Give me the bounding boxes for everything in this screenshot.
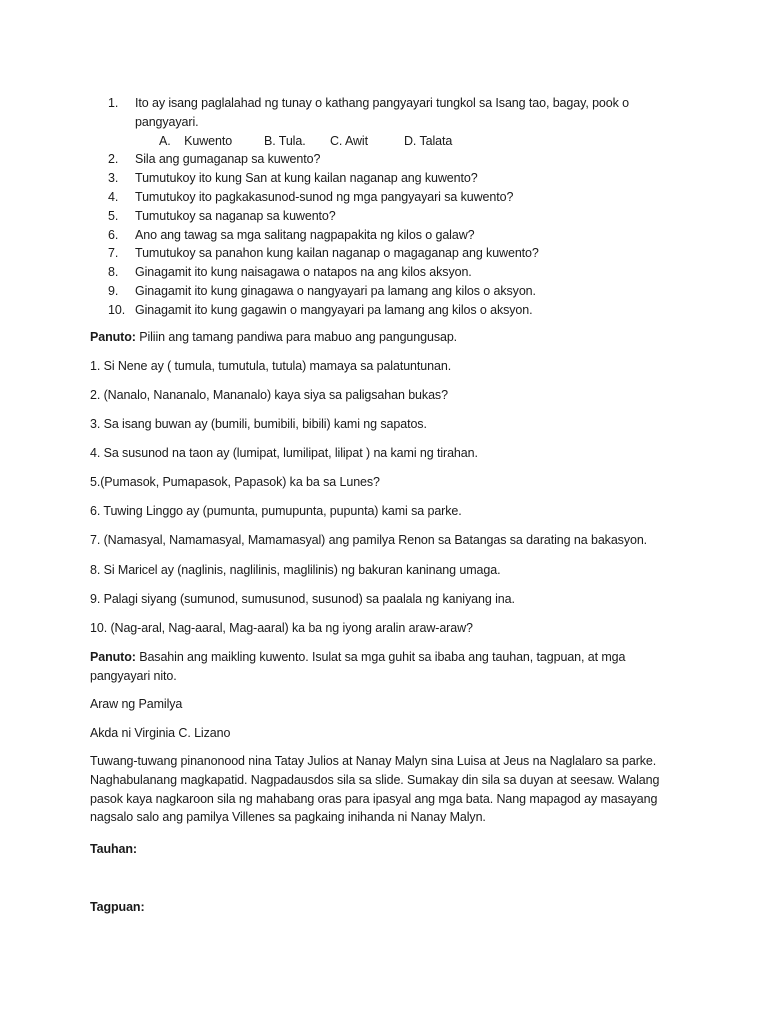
section2-instruction xyxy=(90,328,670,347)
instruction-text: Piliin ang tamang pandiwa para mabuo ang pangungusap. xyxy=(135,330,458,344)
tagpuan-label: Tagpuan: xyxy=(90,900,145,914)
question-number: 5. xyxy=(108,208,119,223)
question-number: 1. xyxy=(108,96,119,110)
question-number: 7. xyxy=(108,246,119,261)
verb-item: 5.(Pumasok, Pumapasok, Papasok) ka ba sa Lunes? xyxy=(90,475,380,489)
question-item xyxy=(108,282,668,301)
question-number: 6. xyxy=(108,227,119,242)
choice-d: D. Talata xyxy=(404,133,453,148)
choice-a: A. Kuwento xyxy=(159,133,233,148)
question-text: Tumutukoy ito kung San at kung kailan naganap ang kuwento? xyxy=(135,171,478,186)
question-item xyxy=(108,226,668,245)
question-item xyxy=(108,150,668,169)
choice-c: C. Awit xyxy=(330,133,368,148)
question-item xyxy=(108,244,668,263)
instruction-label: Panuto: xyxy=(90,650,136,664)
question-number: 9. xyxy=(108,283,119,298)
instruction-label: Panuto: xyxy=(90,330,136,344)
tauhan-label: Tauhan: xyxy=(90,842,137,856)
choice-b: B. Tula. xyxy=(264,133,306,148)
question-text: Ito ay isang paglalahad ng tunay o kathang pangyayari tungkol sa Isang tao, bagay, pook o pangyayari. xyxy=(135,96,630,129)
question-item xyxy=(108,94,668,132)
verb-item: 8. Si Maricel ay (naglinis, naglilinis, maglilinis) ng bakuran kaninang umaga. xyxy=(90,563,501,577)
question-number: 2. xyxy=(108,152,119,167)
numbered-question-list xyxy=(108,94,668,320)
question-item xyxy=(108,169,668,188)
verb-item: 2. (Nanalo, Nananalo, Mananalo) kaya siya sa paligsahan bukas? xyxy=(90,388,448,402)
question-number: 3. xyxy=(108,171,119,186)
question-item xyxy=(108,301,668,320)
question-text: Ginagamit ito kung naisagawa o natapos na ang kilos aksyon. xyxy=(135,265,472,280)
answer-choices xyxy=(108,132,668,151)
question-item xyxy=(108,188,668,207)
verb-item: 4. Sa susunod na taon ay (lumipat, lumilipat, lilipat ) na kami ng tirahan. xyxy=(90,446,478,460)
story-paragraph: Tuwang-tuwang pinanonood nina Tatay Julios at Nanay Malyn sina Luisa at Jeus na Naglalaro sa parke. Naghabulanang magkapatid. Nagpadausdos sila sa slide. Sumakay din sila sa duyan at seesaw. Walang pasok kaya nagkaroon sila ng mahabang oras para ipasyal ang mga bata. Nang mapagod ay masayang nagsalo salo ang pamilya Villenes sa pagkaing inihanda ni Nanay Malyn. xyxy=(90,754,660,825)
question-text: Ano ang tawag sa mga salitang nagpapakita ng kilos o galaw? xyxy=(135,227,475,242)
story-author: Akda ni Virginia C. Lizano xyxy=(90,726,231,740)
question-text: Tumutukoy sa naganap sa kuwento? xyxy=(135,208,336,223)
question-text: Tumutukoy sa panahon kung kailan naganap o magaganap ang kuwento? xyxy=(135,246,539,261)
section3-instruction xyxy=(90,648,670,686)
question-text: Sila ang gumaganap sa kuwento? xyxy=(135,152,321,167)
verb-item: 9. Palagi siyang (sumunod, sumusunod, susunod) sa paalala ng kaniyang ina. xyxy=(90,592,515,606)
question-text: Tumutukoy ito pagkakasunod-sunod ng mga pangyayari sa kuwento? xyxy=(135,189,514,204)
verb-item: 3. Sa isang buwan ay (bumili, bumibili, bibili) kami ng sapatos. xyxy=(90,417,427,431)
question-text: Ginagamit ito kung gagawin o mangyayari pa lamang ang kilos o aksyon. xyxy=(135,302,533,317)
question-number: 10. xyxy=(108,302,126,317)
story-title: Araw ng Pamilya xyxy=(90,697,183,711)
verb-item: 1. Si Nene ay ( tumula, tumutula, tutula) mamaya sa palatuntunan. xyxy=(90,359,452,373)
question-number: 8. xyxy=(108,265,119,280)
instruction-text: Basahin ang maikling kuwento. Isulat sa mga guhit sa ibaba ang tauhan, tagpuan, at mga pangyayari nito. xyxy=(90,650,626,683)
question-item xyxy=(108,263,668,282)
question-item xyxy=(108,207,668,226)
verb-item: 6. Tuwing Linggo ay (pumunta, pumupunta, pupunta) kami sa parke. xyxy=(90,504,462,518)
verb-item: 7. (Namasyal, Namamasyal, Mamamasyal) ang pamilya Renon sa Batangas sa darating na bakasyon. xyxy=(90,533,648,547)
question-text: Ginagamit ito kung ginagawa o nangyayari pa lamang ang kilos o aksyon. xyxy=(135,283,536,298)
verb-item: 10. (Nag-aral, Nag-aaral, Mag-aaral) ka ba ng iyong aralin araw-araw? xyxy=(90,621,473,635)
question-number: 4. xyxy=(108,189,119,204)
